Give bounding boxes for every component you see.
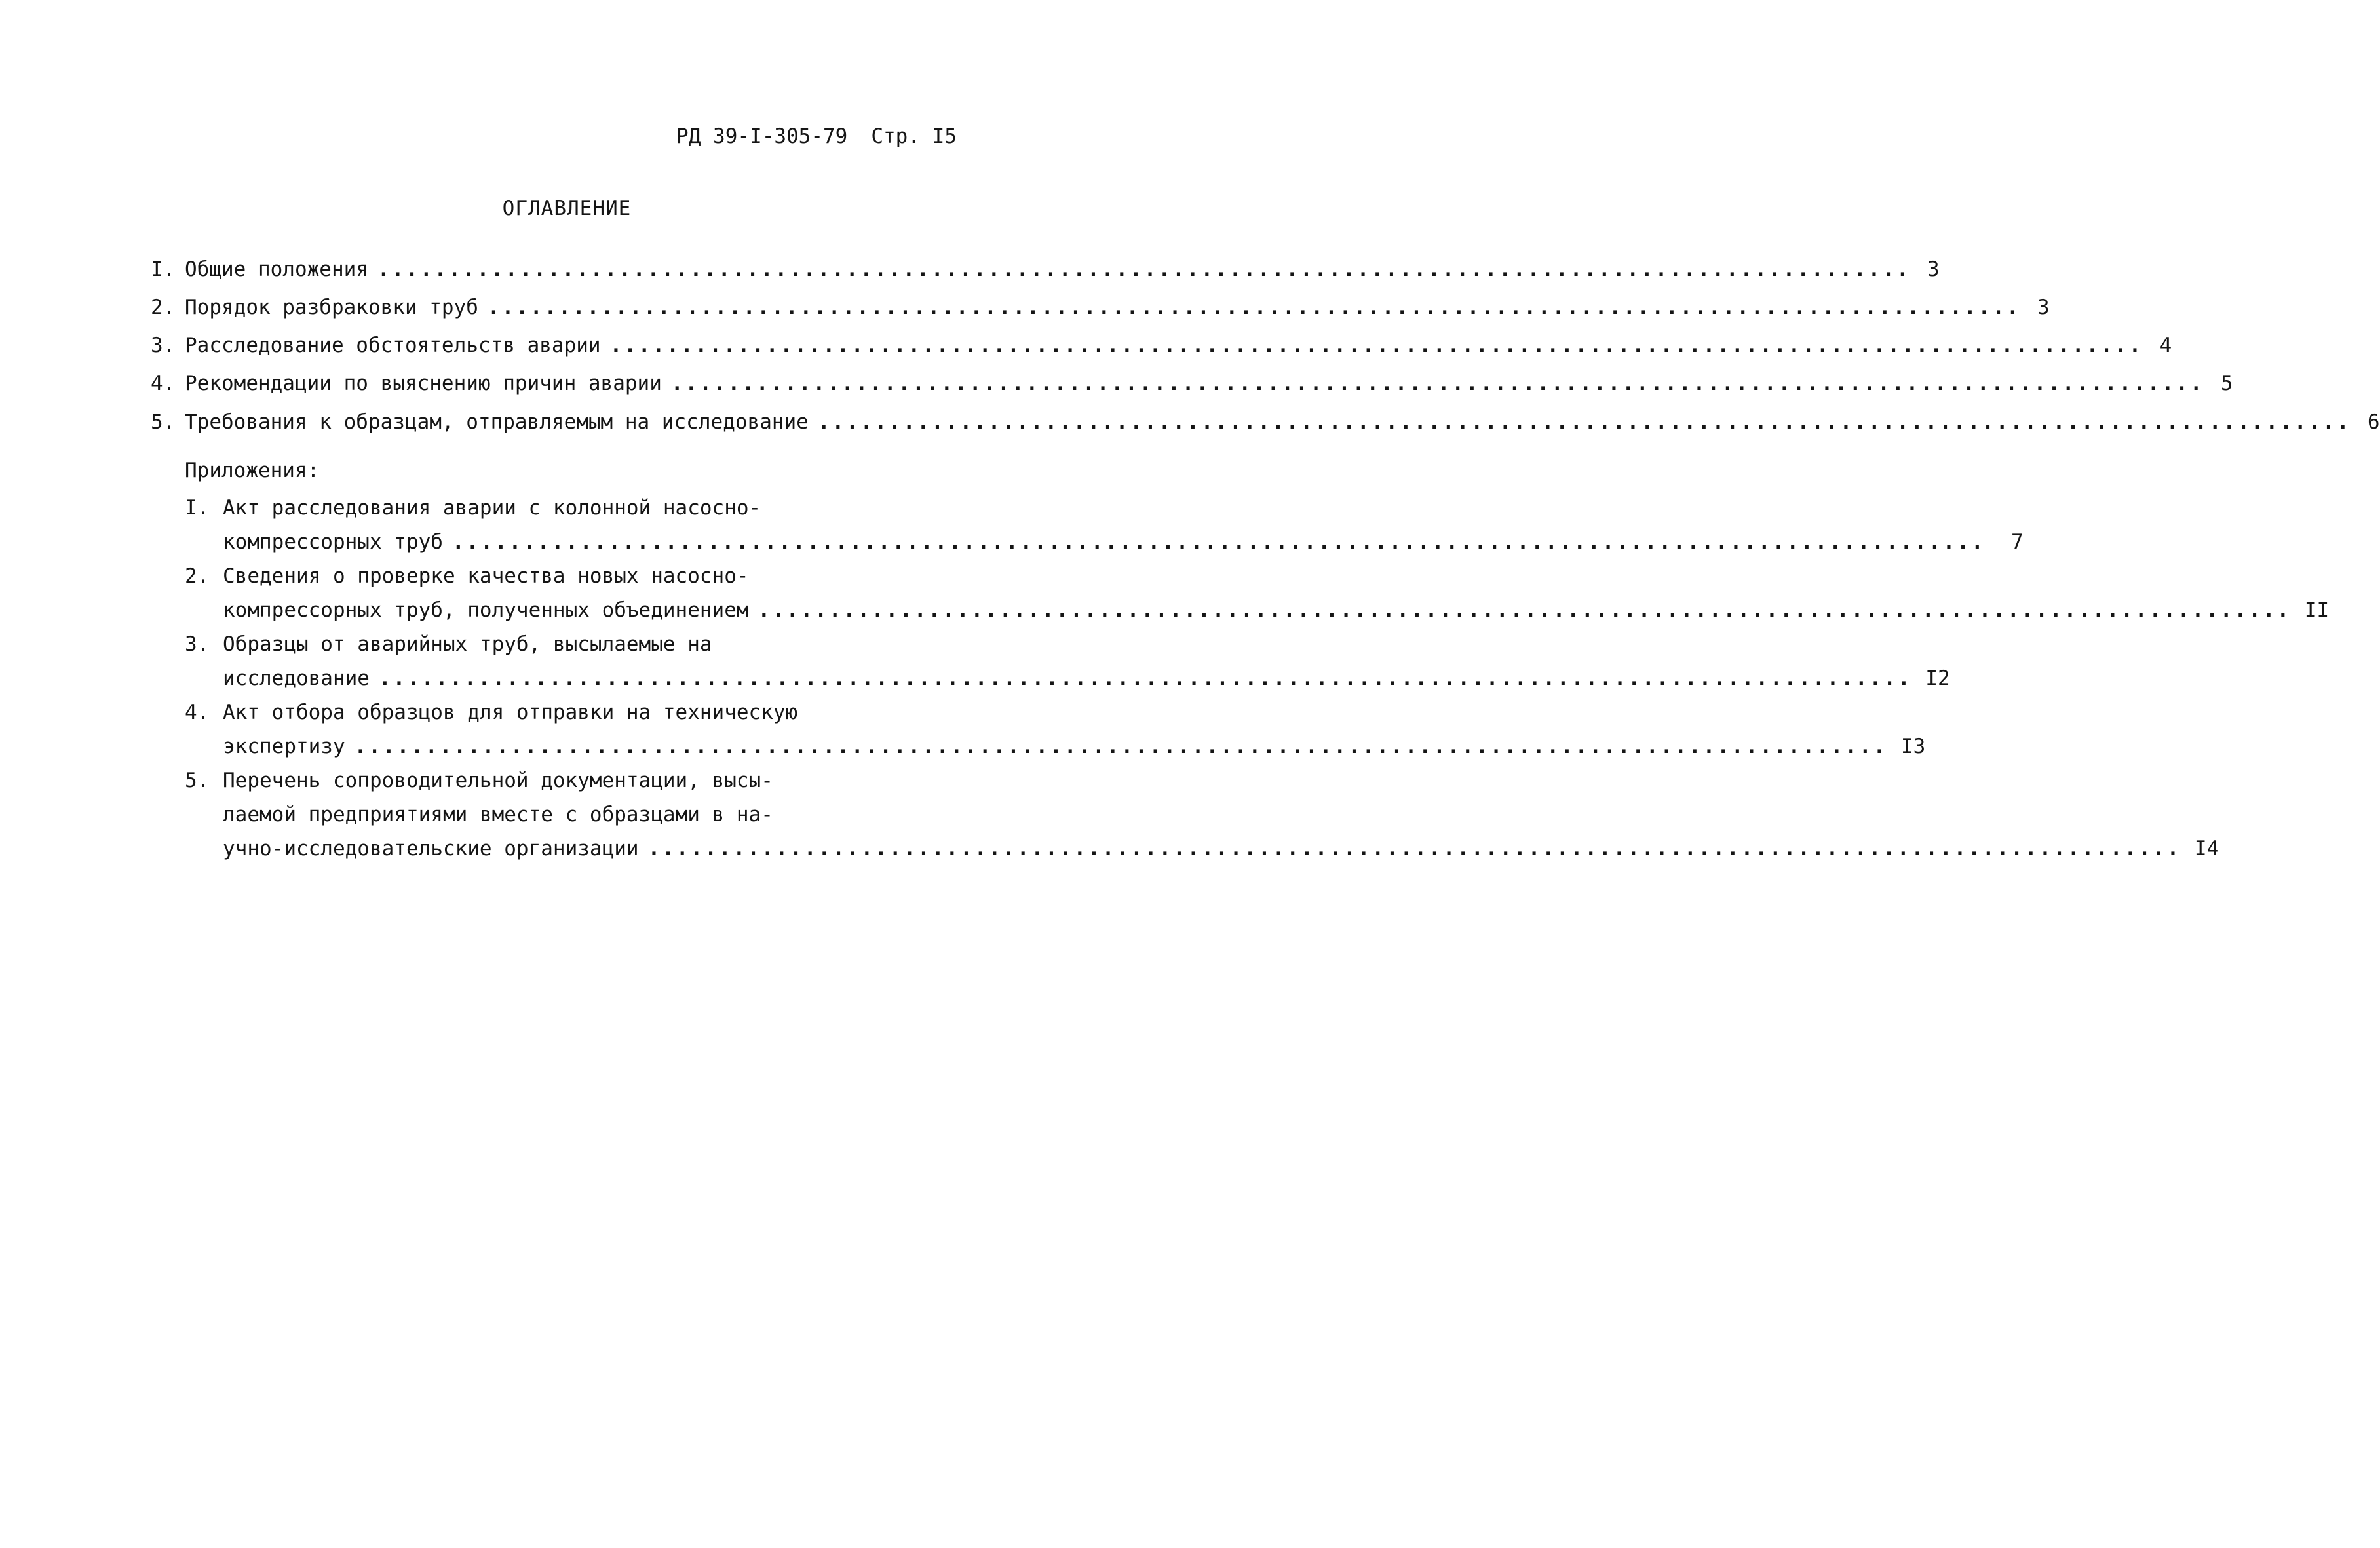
appendix-entry[interactable] — [185, 769, 2219, 871]
toc-entry-page: 5 — [2220, 372, 2233, 395]
toc-entry[interactable] — [151, 372, 2233, 411]
appendix-title-line: экспертизу — [223, 735, 345, 758]
appendix-title-line: учно-исследовательские организации — [223, 837, 639, 861]
toc-entry[interactable] — [151, 410, 2380, 450]
appendix-last-line — [185, 598, 2330, 632]
toc-entry[interactable] — [151, 296, 2050, 335]
appendix-entry[interactable] — [185, 701, 1926, 769]
toc-entry-page: 3 — [1927, 258, 1940, 281]
toc-entry-page: 4 — [2159, 334, 2172, 357]
dot-leader: ............................................................................................................ — [647, 837, 2181, 861]
dot-leader: ............................................................................................................ — [354, 735, 1888, 758]
appendix-title-line: Перечень сопроводительной документации, высы- — [223, 769, 773, 792]
appendix-number: I. — [185, 496, 210, 520]
appendix-number: 4. — [185, 701, 210, 724]
toc-entry-page: 6 — [2367, 410, 2380, 434]
appendix-last-line — [185, 530, 2024, 564]
document-code: РД 39-I-305-79 — [676, 125, 848, 148]
toc-entry-number: 3. — [151, 334, 176, 357]
toc-entry-number: 4. — [151, 372, 176, 395]
dot-leader: ............................................................................................................ — [451, 530, 1986, 554]
dot-leader: ............................................................................................................ — [377, 258, 1911, 281]
appendix-number: 5. — [185, 769, 210, 792]
appendix-title-line: Сведения о проверке качества новых насосно- — [223, 564, 749, 588]
toc-entry[interactable] — [151, 258, 1940, 297]
appendix-last-line — [185, 667, 1950, 701]
appendix-entry[interactable] — [185, 632, 1950, 701]
appendix-title-line: компрессорных труб, полученных объединением — [223, 598, 749, 622]
toc-entry-number: I. — [151, 258, 176, 281]
dot-leader: ............................................................................................................ — [609, 334, 2143, 357]
appendix-page: I2 — [1925, 667, 1950, 690]
appendix-line — [185, 769, 957, 803]
dot-leader: ............................................................................................................ — [487, 296, 2021, 319]
appendix-line — [185, 564, 957, 598]
appendix-page: 7 — [2010, 530, 2024, 554]
toc-entry-title: Общие положения — [185, 258, 368, 281]
appendix-line — [185, 803, 957, 837]
appendix-last-line — [185, 735, 1926, 769]
toc-entry-title: Расследование обстоятельств аварии — [185, 334, 601, 357]
toc-entry[interactable] — [151, 334, 2172, 373]
appendix-page: I3 — [1900, 735, 1926, 758]
page-number: Стр. I5 — [871, 125, 957, 148]
toc-entry-number: 2. — [151, 296, 176, 319]
toc-entry-title: Рекомендации по выяснению причин аварии — [185, 372, 662, 395]
appendix-line — [185, 496, 957, 530]
toc-entry-page: 3 — [2037, 296, 2050, 319]
appendix-heading: Приложения: — [185, 459, 320, 482]
dot-leader: ............................................................................................................ — [817, 410, 2351, 434]
toc-entry-title: Требования к образцам, отправляемым на исследование — [185, 410, 809, 434]
appendix-title-line: Акт расследования аварии с колонной насосно- — [223, 496, 761, 520]
appendix-page: I4 — [2194, 837, 2219, 861]
page-header — [676, 125, 957, 148]
appendix-title-line: лаемой предприятиями вместе с образцами в на- — [223, 803, 773, 826]
dot-leader: ............................................................................................................ — [670, 372, 2204, 395]
appendix-last-line — [185, 837, 2219, 871]
appendix-title-line: Акт отбора образцов для отправки на техническую — [223, 701, 798, 724]
appendix-title-line: Образцы от аварийных труб, высылаемые на — [223, 632, 712, 656]
appendix-title-line: исследование — [223, 667, 370, 690]
appendix-title-line: компрессорных труб — [223, 530, 443, 554]
appendix-entry[interactable] — [185, 564, 2330, 632]
dot-leader: ............................................................................................................ — [378, 667, 1912, 690]
appendix-entry[interactable] — [185, 496, 2024, 564]
dot-leader: ............................................................................................................ — [758, 598, 2292, 622]
appendix-line — [185, 632, 957, 667]
appendix-page: II — [2304, 598, 2330, 622]
page-title: ОГЛАВЛЕНИЕ — [502, 197, 632, 220]
toc-entry-number: 5. — [151, 410, 176, 434]
appendix-number: 2. — [185, 564, 210, 588]
appendix-line — [185, 701, 957, 735]
appendix-number: 3. — [185, 632, 210, 656]
toc-entry-title: Порядок разбраковки труб — [185, 296, 478, 319]
